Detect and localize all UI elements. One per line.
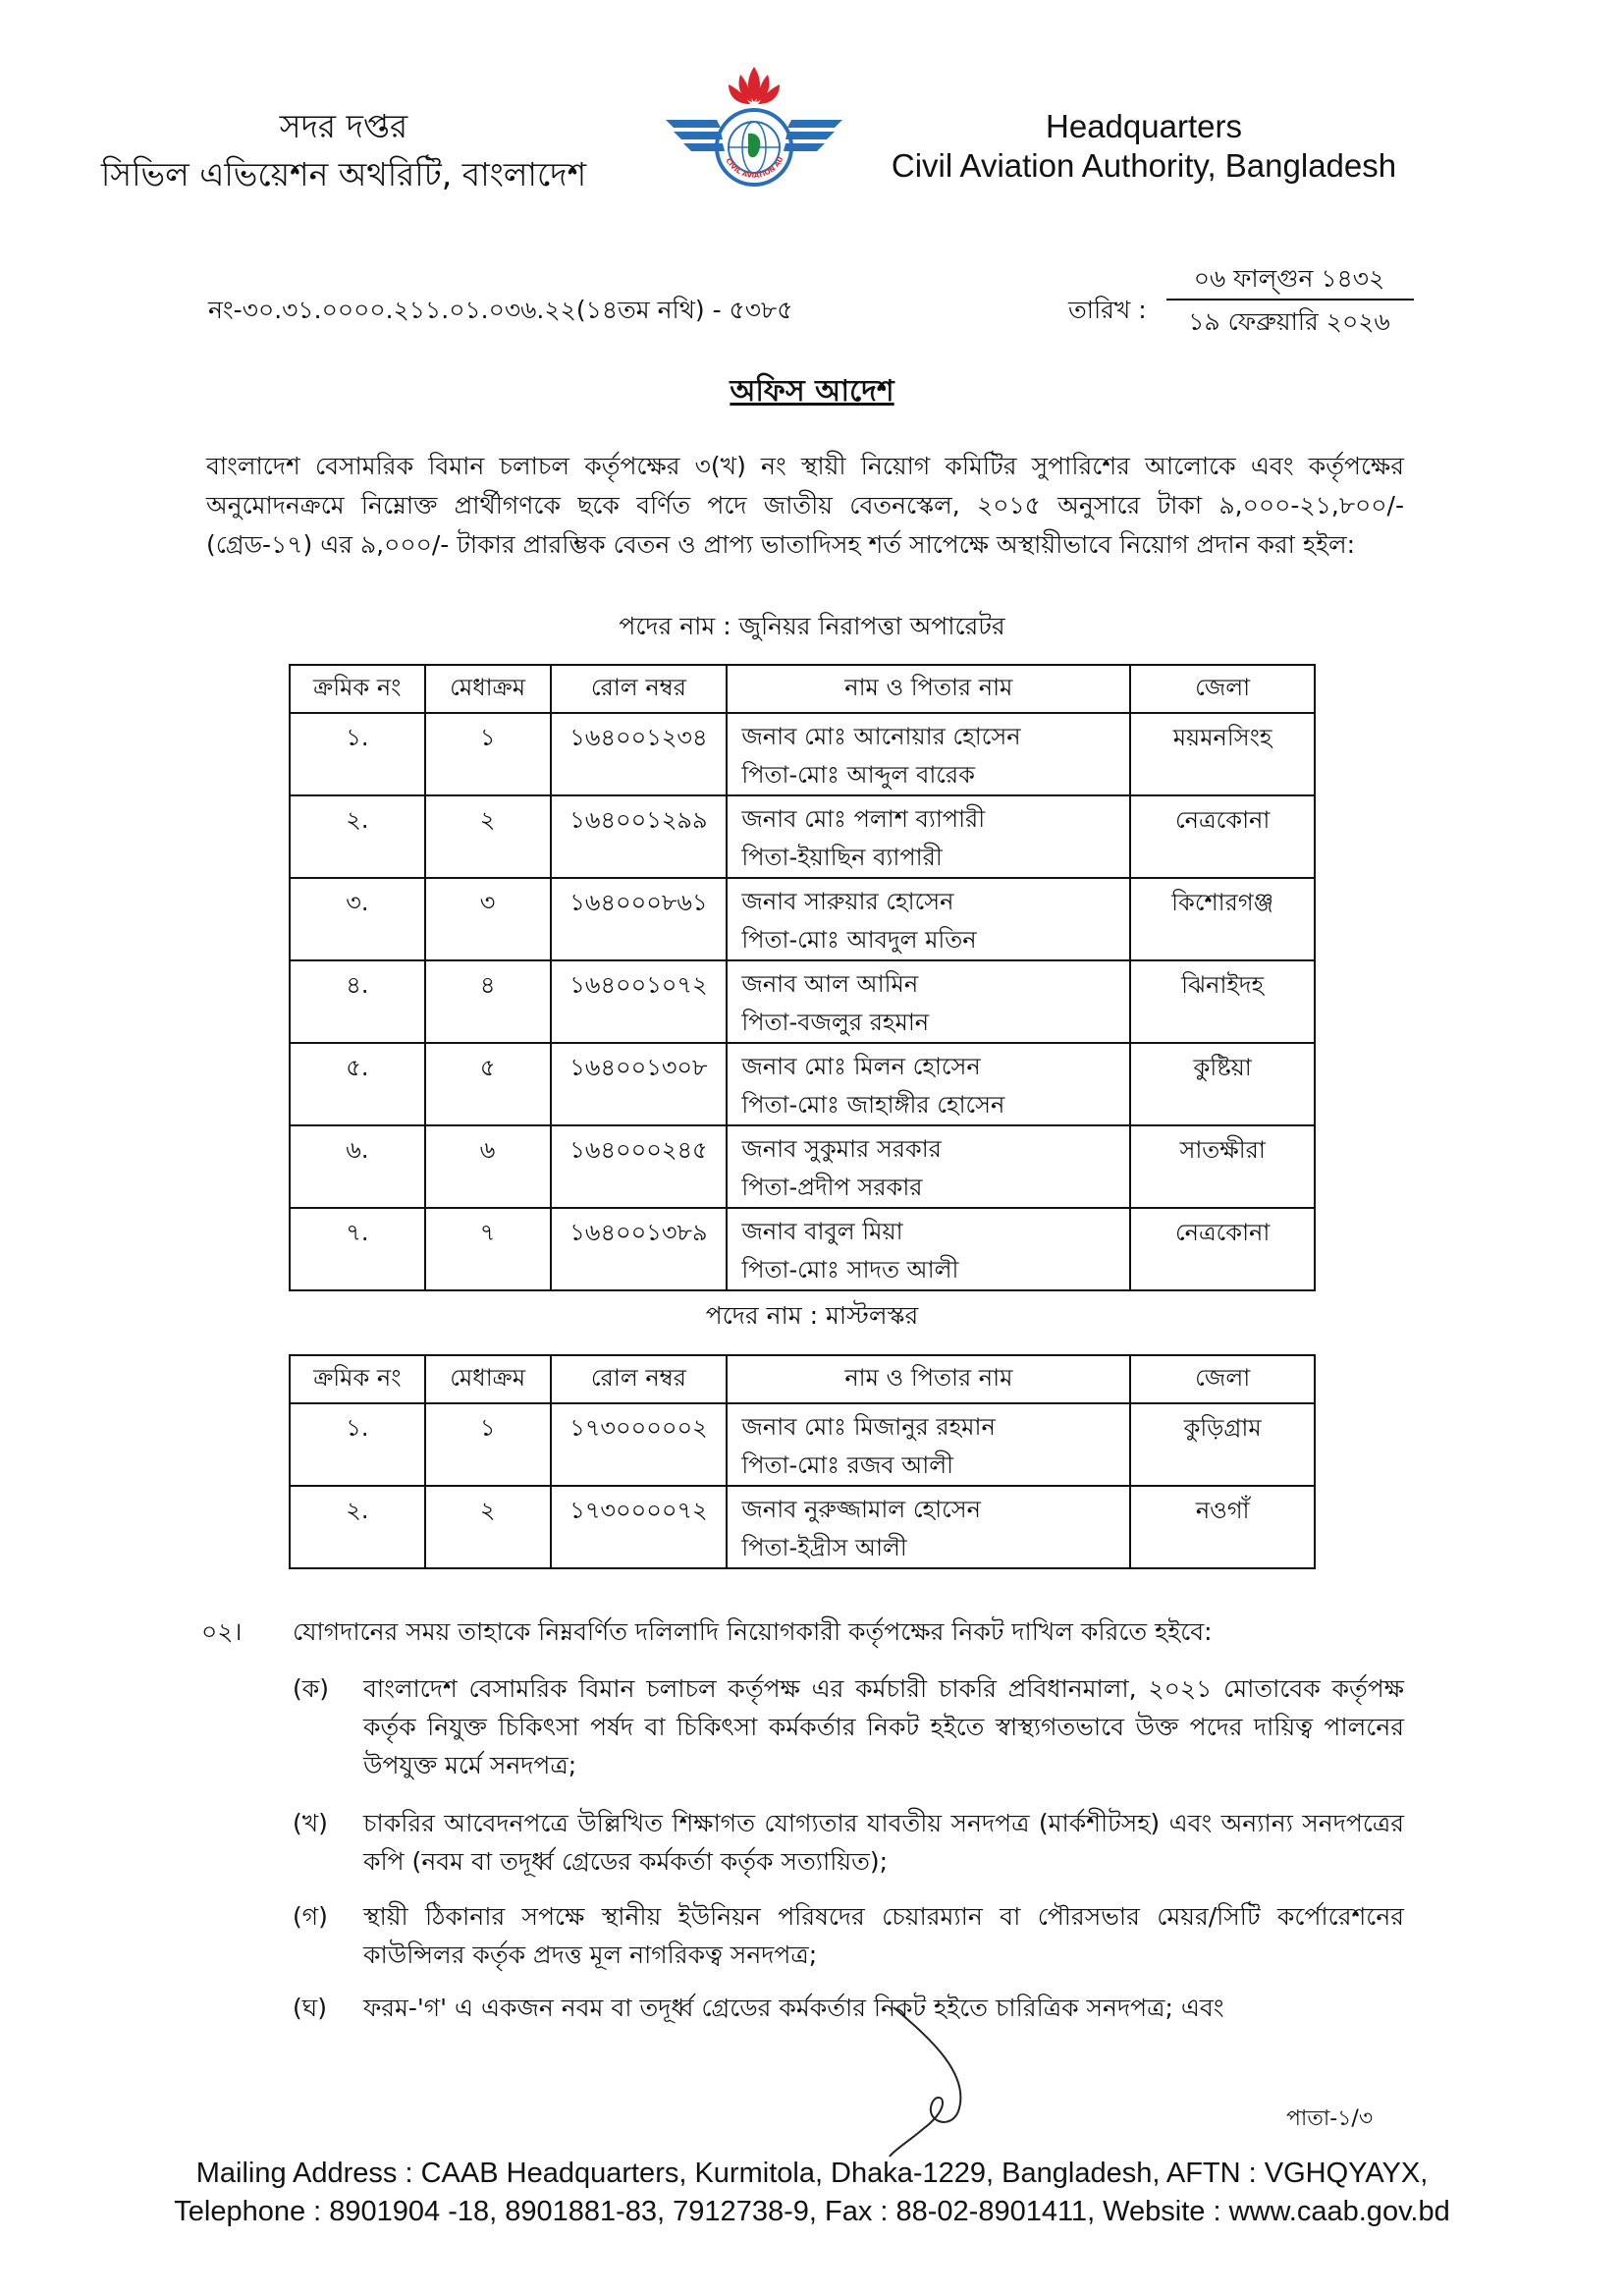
father-name: পিতা-ইদ্রীস আলী: [741, 1534, 907, 1561]
serial-cell: ১.: [290, 1403, 425, 1486]
district-cell: কুড়িগ্রাম: [1130, 1403, 1315, 1486]
father-name: পিতা-ইয়াছিন ব্যাপারী: [741, 844, 943, 871]
section2-number: ০২।: [201, 1617, 243, 1646]
roll-cell: ১৬৪০০০২৪৫: [551, 1125, 728, 1208]
header-en-line2: Civil Aviation Authority, Bangladesh: [891, 147, 1397, 184]
serial-cell: ৩.: [290, 878, 425, 960]
roll-cell: ১৬৪০০১২৯৯: [551, 795, 728, 878]
table-row: [290, 713, 1315, 795]
header-name: নাম ও পিতার নাম: [727, 665, 1130, 713]
candidate-name: জনাব সুকুমার সরকার: [741, 1135, 942, 1163]
serial-cell: ১.: [290, 713, 425, 795]
intro-paragraph: বাংলাদেশ বেসামরিক বিমান চলাচল কর্তৃপক্ষের ৩(খ) নং স্থায়ী নিয়োগ কমিটির সুপারিশের আলোকে এবং কর্তৃপক্ষের অনুমোদনক্রমে নিম্নোক্ত প্রার্থীগণকে ছকে বর্ণিত পদে জাতীয় বেতনস্কেল, ২০১৫ অনুসারে টাকা ৯,০০০-২১,৮০০/- (গ্রেড-১৭) এর ৯,০০০/- টাকার প্রারম্ভিক বেতন ও প্রাপ্য ভাতাদিসহ শর্ত সাপেক্ষে অস্থায়ীভাবে নিয়োগ প্রদান করা হইল:: [206, 452, 1405, 559]
date-divider: [1166, 299, 1414, 301]
page-title: অফিস আদেশ: [730, 374, 894, 409]
roll-cell: ১৬৪০০১৩৮৯: [551, 1208, 728, 1290]
candidate-table-2: [289, 1354, 1316, 1569]
table-row: [290, 1043, 1315, 1125]
father-name: পিতা-বজলুর রহমান: [741, 1009, 930, 1036]
district-cell: ময়মনসিংহ: [1130, 713, 1315, 795]
father-name: পিতা-মোঃ জাহাঙ্গীর হোসেন: [741, 1091, 1005, 1119]
district-cell: কিশোরগঞ্জ: [1130, 878, 1315, 960]
candidate-name: জনাব মোঃ পলাশ ব্যাপারী: [741, 805, 986, 833]
roll-cell: ১৬৪০০১২৩৪: [551, 713, 728, 795]
name-cell: [727, 1125, 1130, 1208]
district-cell: নেত্রকোনা: [1130, 1208, 1315, 1290]
merit-cell: ৪: [425, 960, 551, 1043]
item-label-ga: (গ): [293, 1902, 328, 1931]
caab-logo-graphic: [656, 59, 852, 206]
date-english: ১৯ ফেব্রুয়ারি ২০২৬: [1188, 307, 1390, 336]
candidate-table-1: [289, 664, 1316, 1291]
item-text-ka: বাংলাদেশ বেসামরিক বিমান চলাচল কর্তৃপক্ষ এর কর্মচারী চাকরি প্রবিধানমালা, ২০২১ মোতাবেক কর্তৃপক্ষ কর্তৃক নিযুক্ত চিকিৎসা পর্ষদ বা চিকিৎসা কর্মকর্তার নিকট হইতে স্বাস্থ্যগতভাবে উক্ত পদের দায়িত্ব পালনের উপযুক্ত মর্মে সনদপত্র;: [363, 1674, 1404, 1779]
header-district: জেলা: [1130, 665, 1315, 713]
father-name: পিতা-মোঃ সাদত আলী: [741, 1256, 959, 1284]
name-cell: [727, 878, 1130, 960]
item-label-gha: (ঘ): [293, 1994, 327, 2022]
item-label-ka: (ক): [293, 1674, 329, 1703]
district-cell: কুষ্টিয়া: [1130, 1043, 1315, 1125]
serial-cell: ৪.: [290, 960, 425, 1043]
header-bn-line2: সিভিল এভিয়েশন অথরিটি, বাংলাদেশ: [100, 155, 587, 193]
name-cell: [727, 795, 1130, 878]
table-row: [290, 878, 1315, 960]
name-cell: [727, 1403, 1130, 1486]
roll-cell: ১৬৪০০১৩০৮: [551, 1043, 728, 1125]
table-row: [290, 1403, 1315, 1486]
header-bn-line1: সদর দপ্তর: [279, 107, 408, 145]
merit-cell: ১: [425, 1403, 551, 1486]
name-cell: [727, 1043, 1130, 1125]
name-cell: [727, 960, 1130, 1043]
header-merit: মেধাক্রম: [425, 1355, 551, 1403]
candidate-name: জনাব বাবুল মিয়া: [741, 1218, 903, 1245]
father-name: পিতা-প্রদীপ সরকার: [741, 1174, 923, 1201]
table-row: [290, 795, 1315, 878]
name-cell: [727, 1486, 1130, 1568]
candidate-name: জনাব সারুয়ার হোসেন: [741, 888, 954, 915]
serial-cell: ৭.: [290, 1208, 425, 1290]
merit-cell: ৫: [425, 1043, 551, 1125]
name-cell: [727, 713, 1130, 795]
candidate-name: জনাব আল আমিন: [741, 970, 919, 998]
roll-cell: ১৬৪০০০৮৬১: [551, 878, 728, 960]
merit-cell: ২: [425, 795, 551, 878]
merit-cell: ৬: [425, 1125, 551, 1208]
table-row: [290, 1125, 1315, 1208]
header-roll: রোল নম্বর: [551, 1355, 728, 1403]
serial-cell: ২.: [290, 795, 425, 878]
merit-cell: ১: [425, 713, 551, 795]
serial-cell: ৫.: [290, 1043, 425, 1125]
candidate-name: জনাব মোঃ মিজানুর রহমান: [741, 1413, 996, 1441]
table-row: [290, 1486, 1315, 1568]
merit-cell: ২: [425, 1486, 551, 1568]
roll-cell: ১৬৪০০১০৭২: [551, 960, 728, 1043]
candidate-name: জনাব মোঃ আনোয়ার হোসেন: [741, 723, 1021, 750]
roll-cell: ১৭৩০০০০৭২: [551, 1486, 728, 1568]
header-name: নাম ও পিতার নাম: [727, 1355, 1130, 1403]
post-title-1: পদের নাম : জুনিয়র নিরাপত্তা অপারেটর: [619, 612, 1005, 640]
item-text-ga: স্থায়ী ঠিকানার সপক্ষে স্থানীয় ইউনিয়ন পরিষদের চেয়ারম্যান বা পৌরসভার মেয়র/সিটি কর্পোরেশনের কাউন্সিলর কর্তৃক প্রদত্ত মূল নাগরিকত্ব সনদপত্র;: [363, 1902, 1404, 1969]
date-bangla: ০৬ ফাল্গুন ১৪৩২: [1193, 264, 1385, 293]
footer-contact: Telephone : 8901904 -18, 8901881-83, 7912738-9, Fax : 88-02-8901411, Website : www.caab.gov.bd: [174, 2196, 1450, 2227]
father-name: পিতা-মোঃ আব্দুল বারেক: [741, 761, 975, 789]
caab-logo: [656, 59, 852, 206]
logo-text: CIVIL AVIATION AU: [724, 155, 785, 180]
table-row: [290, 960, 1315, 1043]
father-name: পিতা-মোঃ আবদুল মতিন: [741, 926, 977, 954]
table-row: [290, 1208, 1315, 1290]
candidate-name: জনাব নুরুজ্জামাল হোসেন: [741, 1496, 981, 1523]
header-roll: রোল নম্বর: [551, 665, 728, 713]
father-name: পিতা-মোঃ রজব আলী: [741, 1451, 954, 1479]
roll-cell: ১৭৩০০০০০২: [551, 1403, 728, 1486]
date-label: তারিখ :: [1068, 296, 1147, 324]
header-serial: ক্রমিক নং: [290, 1355, 425, 1403]
serial-cell: ২.: [290, 1486, 425, 1568]
merit-cell: ৭: [425, 1208, 551, 1290]
district-cell: সাতক্ষীরা: [1130, 1125, 1315, 1208]
memo-number: নং-৩০.৩১.০০০০.২১১.০১.০৩৬.২২(১৪তম নথি) - ৫৩৮৫: [208, 296, 793, 324]
header-merit: মেধাক্রম: [425, 665, 551, 713]
table-header-row: [290, 665, 1315, 713]
district-cell: নেত্রকোনা: [1130, 795, 1315, 878]
post-title-2: পদের নাম : মাস্টলস্কর: [705, 1301, 919, 1330]
header-serial: ক্রমিক নং: [290, 665, 425, 713]
serial-cell: ৬.: [290, 1125, 425, 1208]
district-cell: নওগাঁ: [1130, 1486, 1315, 1568]
item-text-kha: চাকরির আবেদনপত্রে উল্লিখিত শিক্ষাগত যোগ্যতার যাবতীয় সনদপত্র (মার্কশীটসহ) এবং অন্যান্য সনদপত্রের কপি (নবম বা তদূর্ধ্ব গ্রেডের কর্মকর্তা কর্তৃক সত্যায়িত);: [363, 1809, 1404, 1876]
section2-text: যোগদানের সময় তাহাকে নিম্নবর্ণিত দলিলাদি নিয়োগকারী কর্তৃপক্ষের নিকট দাখিল করিতে হইবে:: [293, 1617, 1213, 1646]
table-header-row: [290, 1355, 1315, 1403]
name-cell: [727, 1208, 1130, 1290]
district-cell: ঝিনাইদহ: [1130, 960, 1315, 1043]
signature-mark: [864, 2003, 992, 2160]
merit-cell: ৩: [425, 878, 551, 960]
footer-address: Mailing Address : CAAB Headquarters, Kurmitola, Dhaka-1229, Bangladesh, AFTN : VGHQYAYX,: [195, 2158, 1429, 2189]
header-en-line1: Headquarters: [1046, 108, 1242, 144]
item-text-gha: ফরম-'গ' এ একজন নবম বা তদূর্ধ্ব গ্রেডের কর্মকর্তার নিকট হইতে চারিত্রিক সনদপত্র; এবং: [363, 1994, 1224, 2022]
header-district: জেলা: [1130, 1355, 1315, 1403]
candidate-name: জনাব মোঃ মিলন হোসেন: [741, 1053, 981, 1080]
page-number: পাতা-১/৩: [1286, 2106, 1374, 2131]
item-label-kha: (খ): [293, 1809, 328, 1837]
